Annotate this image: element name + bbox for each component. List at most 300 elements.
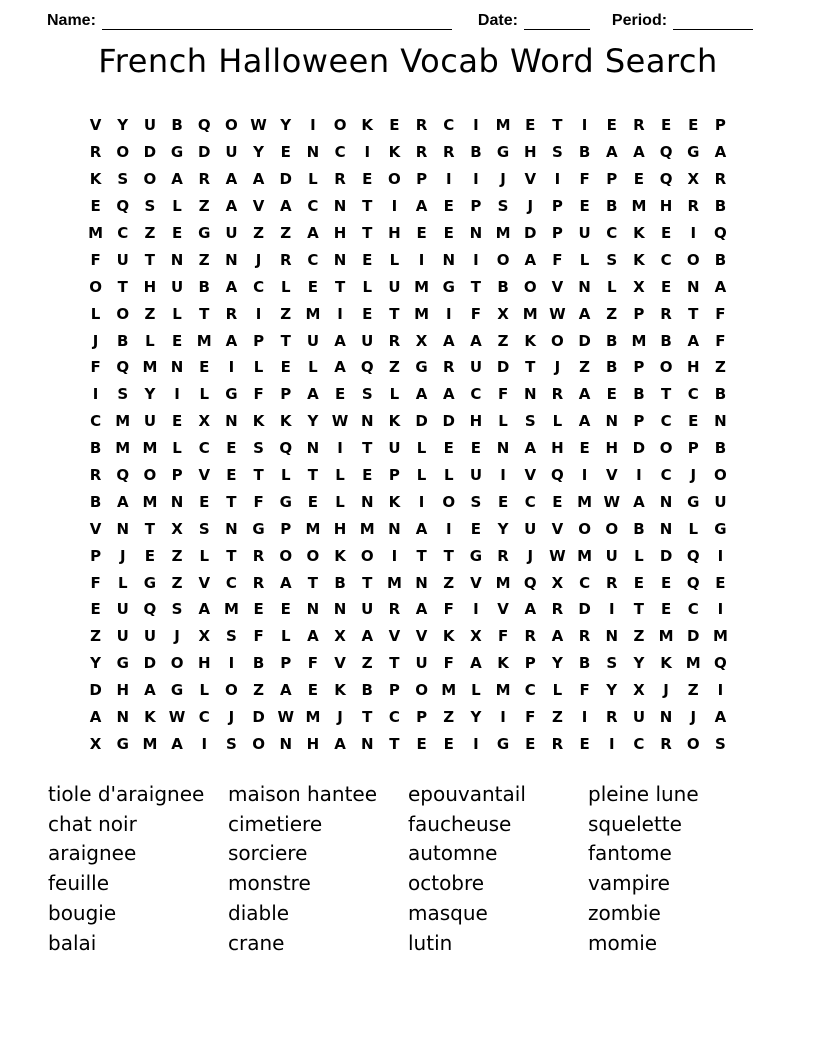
grid-letter: Q [116, 197, 130, 216]
grid-letter: M [142, 492, 158, 511]
grid-letter: R [605, 708, 618, 727]
grid-letter: B [633, 519, 645, 538]
grid-letter: E [606, 116, 617, 135]
grid-letter: M [115, 439, 131, 458]
grid-letter: Q [116, 358, 130, 377]
grid-letter: A [470, 654, 482, 673]
grid-letter: M [305, 304, 321, 323]
grid-letter: E [660, 224, 672, 242]
grid-letter: E [633, 573, 645, 592]
grid-letter: H [116, 681, 130, 700]
grid-letter: A [633, 492, 645, 511]
grid-letter: E [443, 224, 454, 242]
grid-letter: N [388, 519, 401, 538]
grid-letter: A [687, 331, 700, 350]
grid-letter: X [470, 627, 482, 646]
grid-letter: N [496, 439, 510, 458]
grid-letter: C [307, 197, 319, 216]
grid-letter: I [608, 734, 615, 753]
grid-letter: V [252, 197, 265, 216]
grid-letter: X [497, 304, 509, 323]
grid-letter: I [174, 385, 180, 404]
grid-letter: P [714, 116, 726, 135]
grid-letter: X [551, 573, 564, 592]
grid-letter: P [633, 304, 645, 323]
grid-letter: I [418, 492, 425, 511]
grid-letter: X [171, 519, 183, 538]
grid-letter: A [415, 519, 428, 538]
grid-letter: G [143, 573, 157, 592]
grid-letter: I [717, 600, 724, 619]
grid-letter: E [497, 492, 509, 511]
grid-letter: U [388, 439, 401, 458]
grid-letter: I [473, 734, 479, 753]
grid-letter: E [253, 600, 264, 619]
word-list [48, 780, 768, 958]
grid-letter: K [252, 412, 265, 431]
grid-letter: H [551, 439, 564, 458]
grid-letter: I [717, 546, 724, 565]
grid-letter: L [443, 466, 454, 485]
grid-letter: R [279, 250, 292, 269]
grid-letter: N [333, 600, 347, 619]
grid-letter: P [551, 197, 563, 216]
grid-letter: A [334, 734, 346, 753]
grid-letter: O [714, 466, 727, 485]
grid-letter: J [500, 170, 506, 189]
grid-letter: U [714, 492, 727, 511]
grid-letter: Y [90, 654, 102, 673]
grid-letter: C [660, 412, 672, 431]
grid-letter: E [525, 116, 536, 135]
grid-letter: V [334, 654, 346, 673]
grid-letter: A [334, 331, 346, 350]
grid-letter: I [201, 734, 208, 753]
grid-letter: T [280, 331, 291, 350]
grid-letter: L [172, 197, 182, 216]
grid-letter: R [605, 573, 618, 592]
grid-letter: O [116, 304, 130, 323]
grid-letter: I [391, 197, 398, 216]
grid-letter: J [255, 250, 262, 269]
grid-letter: E [688, 116, 699, 135]
grid-letter: G [442, 277, 455, 296]
grid-letter: Z [280, 224, 292, 242]
grid-letter: G [116, 654, 129, 673]
grid-letter: O [306, 546, 320, 565]
grid-letter: D [143, 143, 157, 162]
grid-letter: I [581, 116, 588, 135]
grid-letter: M [196, 331, 212, 350]
grid-letter: B [633, 385, 645, 404]
grid-letter: V [551, 519, 564, 538]
grid-letter: T [362, 197, 373, 216]
grid-letter: T [362, 224, 373, 242]
grid-letter: O [360, 546, 374, 565]
grid-letter: E [362, 466, 373, 485]
grid-letter: N [360, 734, 374, 753]
grid-letter: G [496, 143, 510, 162]
grid-letter: Q [659, 143, 673, 162]
grid-letter: R [252, 546, 265, 565]
grid-letter: Z [361, 654, 373, 673]
word-list-item: cimetiere [228, 811, 323, 836]
grid-letter: P [524, 654, 536, 673]
grid-letter: X [633, 277, 645, 296]
grid-letter: C [524, 492, 536, 511]
grid-letter: A [470, 331, 482, 350]
grid-letter: L [552, 681, 563, 700]
grid-letter: Z [714, 358, 726, 377]
grid-letter: S [253, 439, 264, 458]
grid-letter: K [524, 331, 537, 350]
grid-letter: A [225, 331, 238, 350]
grid-letter: Z [198, 250, 210, 269]
grid-letter: A [171, 734, 183, 753]
grid-letter: L [172, 304, 182, 323]
grid-letter: F [307, 654, 319, 673]
grid-letter: R [334, 170, 346, 189]
grid-letter: M [386, 573, 402, 592]
grid-letter: L [389, 385, 400, 404]
grid-letter: E [470, 519, 482, 538]
grid-letter: I [445, 170, 452, 189]
grid-letter: E [171, 412, 183, 431]
grid-letter: Z [551, 708, 563, 727]
word-list-item: epouvantail [408, 782, 526, 806]
grid-letter: E [362, 304, 373, 323]
grid-letter: Z [198, 197, 210, 216]
grid-letter: N [605, 412, 619, 431]
word-list-item: lutin [408, 930, 453, 955]
grid-letter: M [631, 331, 647, 350]
grid-letter: A [578, 412, 591, 431]
grid-letter: G [170, 143, 184, 162]
grid-letter: F [443, 600, 454, 619]
grid-letter: B [361, 681, 373, 700]
grid-letter: Z [90, 627, 102, 646]
word-list-item: pleine lune [588, 782, 699, 806]
grid-letter: Q [143, 600, 157, 619]
grid-letter: N [659, 492, 673, 511]
grid-letter: C [687, 385, 699, 404]
grid-letter: L [90, 304, 101, 323]
period-blank-line [673, 14, 753, 30]
grid-letter: V [524, 170, 537, 189]
grid-letter: G [687, 143, 700, 162]
grid-letter: D [578, 600, 591, 619]
grid-letter: E [416, 734, 427, 753]
grid-letter: C [334, 143, 346, 162]
grid-letter: G [469, 546, 483, 565]
grid-letter: B [334, 573, 346, 592]
name-label: Name: [47, 12, 96, 29]
word-list-item: squelette [588, 811, 682, 836]
grid-letter: C [388, 708, 400, 727]
grid-letter: Y [633, 654, 645, 673]
grid-letter: H [143, 277, 157, 296]
grid-letter: E [443, 734, 454, 753]
grid-letter: V [470, 573, 482, 592]
grid-letter: N [659, 708, 673, 727]
grid-letter: L [199, 546, 210, 565]
grid-letter: Y [253, 143, 264, 162]
grid-letter: U [306, 331, 319, 350]
grid-letter: S [144, 197, 156, 216]
grid-letter: Q [523, 573, 537, 592]
grid-letter: U [469, 466, 482, 485]
grid-letter: U [524, 519, 537, 538]
grid-letter: M [658, 627, 674, 646]
grid-letter: P [470, 197, 482, 216]
grid-letter: C [117, 224, 129, 242]
grid-letter: I [310, 116, 316, 135]
grid-letter: I [228, 358, 235, 377]
grid-letter: S [226, 627, 237, 646]
grid-letter: U [469, 358, 482, 377]
grid-letter: C [633, 734, 645, 753]
grid-letter: M [712, 627, 728, 646]
grid-letter: L [335, 492, 345, 511]
grid-letter: A [116, 492, 129, 511]
grid-letter: B [578, 143, 591, 162]
grid-letter: K [388, 492, 401, 511]
grid-letter: M [495, 116, 511, 135]
grid-letter: T [117, 277, 128, 296]
grid-letter: A [279, 681, 292, 700]
grid-letter: E [362, 170, 373, 189]
grid-letter: R [198, 170, 211, 189]
grid-letter: A [361, 627, 374, 646]
grid-letter: A [334, 358, 346, 377]
grid-letter: E [334, 385, 346, 404]
grid-letter: D [524, 224, 537, 242]
grid-letter: Z [579, 358, 591, 377]
grid-letter: C [198, 708, 210, 727]
grid-letter: B [660, 331, 672, 350]
grid-letter: G [116, 734, 129, 753]
grid-letter: F [470, 304, 482, 323]
grid-letter: I [92, 385, 99, 404]
grid-letter: N [225, 250, 238, 269]
grid-letter: R [633, 116, 645, 135]
grid-letter: I [391, 546, 398, 565]
grid-letter: K [279, 412, 292, 431]
grid-letter: A [633, 143, 645, 162]
grid-letter: I [445, 519, 452, 538]
grid-letter: S [606, 250, 618, 269]
word-list-item: crane [228, 930, 285, 955]
grid-letter: K [388, 412, 401, 431]
grid-letter: V [198, 573, 211, 592]
grid-letter: A [307, 627, 319, 646]
grid-letter: U [170, 277, 184, 296]
grid-letter: N [469, 224, 483, 242]
grid-letter: N [714, 412, 727, 431]
grid-letter: L [308, 170, 318, 189]
grid-letter: I [690, 224, 697, 242]
grid-letter: I [337, 439, 343, 458]
grid-letter: E [579, 439, 590, 458]
grid-letter: A [89, 708, 102, 727]
grid-letter: E [307, 492, 319, 511]
word-list-column [408, 780, 588, 958]
grid-letter: X [687, 170, 700, 189]
grid-letter: D [442, 412, 455, 431]
name-blank-line [102, 14, 452, 30]
grid-letter: Z [144, 224, 156, 242]
grid-letter: K [361, 116, 374, 135]
grid-letter: Q [659, 170, 673, 189]
grid-letter: F [497, 385, 509, 404]
grid-letter: T [199, 304, 210, 323]
grid-letter: O [89, 277, 102, 296]
grid-letter: C [198, 439, 210, 458]
grid-letter: A [415, 197, 428, 216]
grid-letter: G [496, 734, 510, 753]
grid-letter: P [280, 519, 292, 538]
grid-letter: O [686, 734, 700, 753]
grid-letter: Q [360, 358, 374, 377]
grid-letter: R [388, 331, 401, 350]
grid-letter: T [525, 358, 536, 377]
grid-letter: P [280, 385, 292, 404]
grid-letter: R [89, 143, 102, 162]
grid-letter: P [606, 170, 618, 189]
grid-letter: P [551, 224, 563, 242]
grid-letter: A [442, 331, 455, 350]
grid-letter: S [117, 385, 129, 404]
grid-letter: Y [497, 519, 509, 538]
grid-letter: U [225, 224, 238, 242]
grid-letter: E [443, 197, 454, 216]
grid-letter: T [226, 546, 237, 565]
grid-letter: O [659, 439, 673, 458]
letter-grid [82, 112, 734, 757]
grid-letter: V [497, 600, 509, 619]
grid-letter: E [171, 331, 183, 350]
grid-letter: F [715, 304, 726, 323]
page-title: French Halloween Vocab Word Search [98, 42, 718, 80]
grid-letter: E [307, 277, 319, 296]
grid-letter: S [606, 654, 618, 673]
grid-letter: I [473, 250, 479, 269]
grid-letter: H [388, 224, 401, 242]
grid-letter: M [522, 304, 538, 323]
grid-letter: F [90, 358, 101, 377]
grid-letter: X [334, 627, 346, 646]
grid-letter: E [280, 600, 291, 619]
grid-letter: S [226, 734, 237, 753]
grid-letter: Z [687, 681, 699, 700]
grid-letter: E [606, 385, 617, 404]
grid-letter: I [500, 466, 506, 485]
grid-letter: R [714, 170, 727, 189]
grid-letter: Z [443, 708, 455, 727]
grid-letter: T [552, 116, 563, 135]
grid-letter: B [497, 277, 509, 296]
grid-letter: W [603, 492, 621, 511]
grid-letter: L [199, 681, 210, 700]
grid-letter: W [168, 708, 186, 727]
grid-letter: K [497, 654, 509, 673]
grid-letter: H [686, 358, 700, 377]
grid-letter: N [116, 708, 130, 727]
grid-letter: S [715, 734, 726, 753]
grid-letter: E [226, 439, 237, 458]
grid-letter: I [608, 600, 615, 619]
grid-letter: T [389, 654, 400, 673]
grid-letter: C [470, 385, 482, 404]
grid-letter: N [360, 412, 374, 431]
grid-letter: L [253, 358, 264, 377]
word-list-item: feuille [48, 871, 109, 896]
grid-letter: N [659, 519, 673, 538]
grid-letter: R [442, 143, 455, 162]
grid-letter: Y [144, 385, 156, 404]
grid-letter: Z [606, 304, 618, 323]
grid-letter: E [90, 197, 101, 216]
grid-letter: L [688, 519, 699, 538]
grid-letter: C [443, 116, 455, 135]
grid-letter: G [225, 385, 238, 404]
grid-letter: V [551, 277, 564, 296]
grid-letter: S [497, 197, 509, 216]
grid-letter: O [388, 170, 401, 189]
grid-letter: N [170, 492, 184, 511]
grid-letter: F [443, 654, 454, 673]
grid-letter: D [89, 681, 102, 700]
grid-letter: I [473, 170, 479, 189]
grid-letter: H [333, 224, 347, 242]
grid-letter: L [579, 250, 590, 269]
grid-letter: F [525, 708, 536, 727]
grid-letter: L [389, 250, 400, 269]
grid-letter: A [307, 224, 319, 242]
grid-letter: E [416, 224, 427, 242]
grid-letter: T [688, 304, 699, 323]
grid-letter: M [142, 439, 158, 458]
grid-letter: P [416, 708, 428, 727]
grid-letter: F [552, 250, 563, 269]
grid-letter: D [578, 331, 591, 350]
word-list-item: diable [228, 900, 290, 925]
grid-letter: U [116, 600, 129, 619]
grid-letter: L [280, 627, 291, 646]
grid-letter: H [605, 439, 619, 458]
word-list-item: chat noir [48, 811, 137, 836]
grid-letter: L [117, 573, 128, 592]
word-list-item: bougie [48, 900, 117, 925]
grid-letter: C [660, 250, 672, 269]
grid-letter: T [389, 304, 400, 323]
grid-letter: U [225, 143, 238, 162]
grid-letter: J [690, 466, 697, 485]
grid-letter: B [714, 385, 727, 404]
word-list-column [228, 780, 408, 958]
grid-letter: P [280, 654, 292, 673]
grid-letter: N [686, 277, 700, 296]
grid-letter: N [360, 492, 374, 511]
grid-letter: J [337, 708, 343, 727]
grid-letter: L [471, 681, 481, 700]
grid-letter: E [307, 681, 319, 700]
grid-letter: M [305, 708, 321, 727]
grid-letter: U [632, 708, 645, 727]
grid-letter: I [445, 304, 452, 323]
grid-letter: F [497, 627, 509, 646]
grid-letter: R [225, 304, 238, 323]
